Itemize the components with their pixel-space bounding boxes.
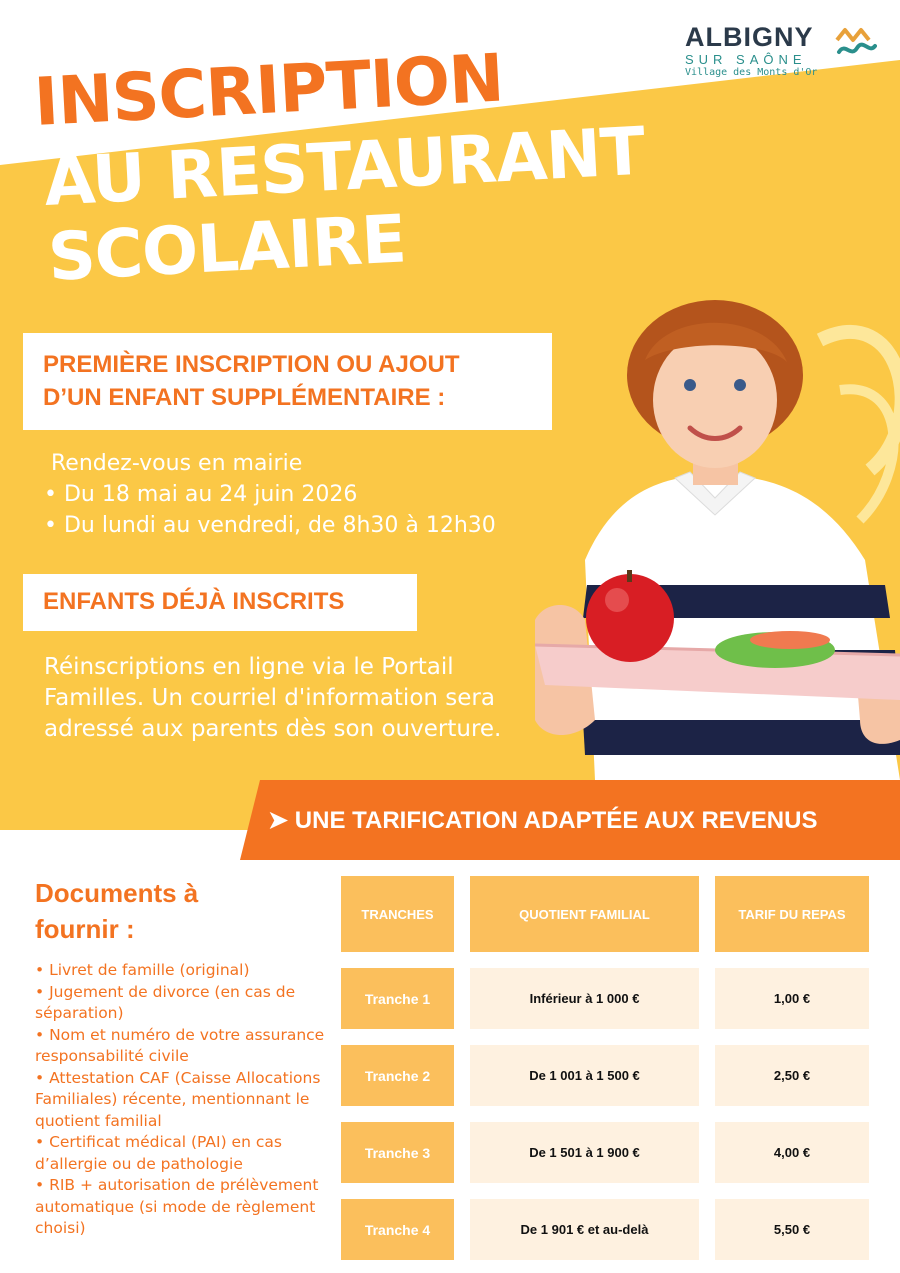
table-row-quotient: De 1 501 à 1 900 € [470,1122,699,1183]
documents-title [35,875,198,948]
table-row-tranche: Tranche 3 [341,1122,454,1183]
info-line: Réinscriptions en ligne via le Portail [44,654,454,680]
table-row-tarif: 5,50 € [715,1199,869,1260]
first-registration-heading-line-2: D’UN ENFANT SUPPLÉMENTAIRE : [43,383,446,411]
albigny-logo [685,24,885,78]
documents-list [35,960,335,1240]
info-line: Familles. Un courriel d'information sera [44,685,495,711]
child-with-lunch-tray-image [525,300,900,780]
first-registration-heading-line-1: PREMIÈRE INSCRIPTION OU AJOUT [43,351,460,379]
table-header-tranches: TRANCHES [341,876,454,952]
info-line: • Du 18 mai au 24 juin 2026 [44,482,358,507]
title-line-3: SCOLAIRE [46,200,408,296]
document-item: • RIB + autorisation de prélèvement automatique (si mode de règlement choisi) [35,1176,319,1237]
info-line: adressé aux parents dès son ouverture. [44,716,502,742]
tarif-banner-text: ➤ UNE TARIFICATION ADAPTÉE AUX REVENUS [268,807,818,834]
table-header-tarif: TARIF DU REPAS [715,876,869,952]
document-item: • Nom et numéro de votre assurance responsabilité civile [35,1025,325,1065]
table-row-tranche: Tranche 1 [341,968,454,1029]
first-registration-heading [23,333,552,430]
document-item: • Jugement de divorce (en cas de séparation) [35,982,296,1022]
table-row-tarif: 4,00 € [715,1122,869,1183]
already-registered-heading-text: ENFANTS DÉJÀ INSCRITS [43,588,345,616]
logo-wave-icon [835,26,877,60]
info-line: • Du lundi au vendredi, de 8h30 à 12h30 [44,513,496,538]
table-row-quotient: De 1 901 € et au-delà [470,1199,699,1260]
title-line-1: INSCRIPTION [32,39,506,141]
table-row-tarif: 2,50 € [715,1045,869,1106]
already-registered-info [44,652,604,745]
document-item: • Livret de famille (original) [35,961,250,979]
logo-sub: SUR SAÔNE [685,52,807,67]
title-line-2: AU RESTAURANT [42,112,647,221]
table-row-quotient: Inférieur à 1 000 € [470,968,699,1029]
logo-tagline: Village des Monts d'Or [685,67,818,78]
logo-name: ALBIGNY [685,22,814,52]
document-item: • Certificat médical (PAI) en cas d’allergie ou de pathologie [35,1133,282,1173]
table-row-tranche: Tranche 4 [341,1199,454,1260]
info-line: Rendez-vous en mairie [44,451,303,476]
table-header-quotient: QUOTIENT FAMILIAL [470,876,699,952]
documents-title-line-1: Documents à [35,878,199,908]
first-registration-info [44,448,496,541]
table-row-quotient: De 1 001 à 1 500 € [470,1045,699,1106]
document-item: • Attestation CAF (Caisse Allocations Familiales) récente, mentionnant le quotient familial [35,1068,321,1130]
table-row-tranche: Tranche 2 [341,1045,454,1106]
already-registered-heading [23,574,417,631]
documents-title-line-2: fournir : [35,914,135,945]
table-row-tarif: 1,00 € [715,968,869,1029]
